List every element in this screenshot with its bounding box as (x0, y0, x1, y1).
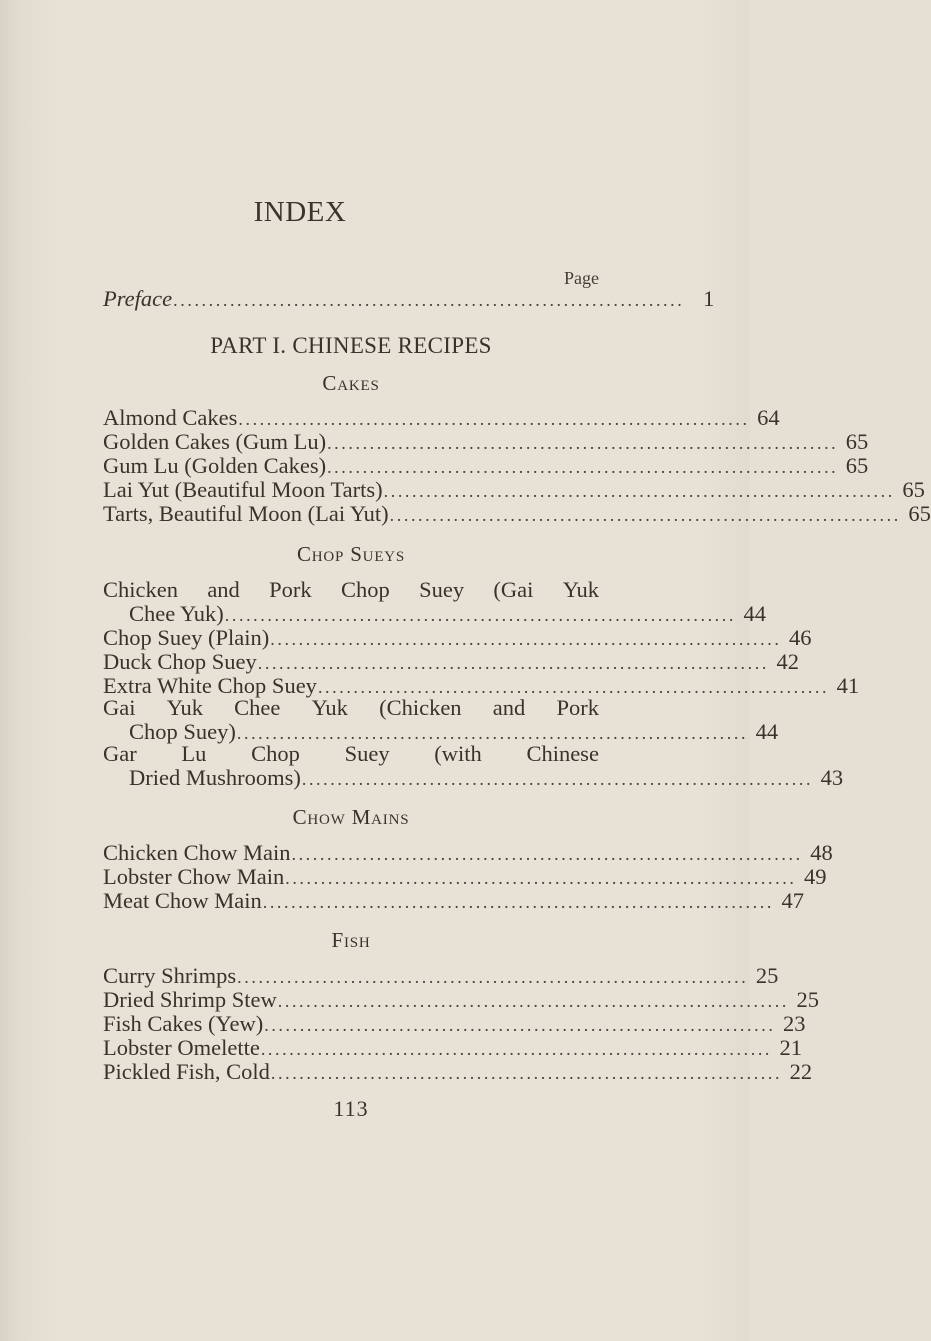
leader-dots: ........................................................................ (327, 433, 839, 453)
word: (Gai (493, 577, 534, 602)
leader-dots: ........................................................................ (237, 967, 749, 987)
index-entry (103, 864, 827, 889)
word: Lu (181, 741, 207, 766)
entry-label: Preface (103, 286, 173, 311)
page-column-heading: Page (564, 268, 599, 288)
index-entry (103, 963, 779, 988)
leader-dots: ........................................................................ (301, 769, 814, 789)
entry-page: 48 (810, 840, 833, 865)
index-entry (129, 601, 766, 626)
entry-label: Meat Chow Main (103, 888, 262, 913)
index-entry (129, 765, 844, 790)
entry-label: Dried Shrimp Stew (103, 987, 277, 1012)
entry-page: 21 (779, 1035, 803, 1060)
part-heading: PART I. CHINESE RECIPES (210, 333, 492, 358)
entry-page: 25 (796, 987, 819, 1012)
index-entry-line (103, 696, 599, 720)
index-entry (103, 477, 925, 502)
index-entry (103, 429, 869, 454)
leader-dots: ........................................................................ (262, 892, 774, 912)
index-entry (103, 501, 931, 526)
section-heading-chow-mains: Chow Mains (292, 805, 410, 829)
entry-page: 65 (902, 477, 925, 502)
section-heading-chop-sueys: Chop Sueys (296, 542, 406, 566)
entry-page: 42 (776, 649, 799, 674)
leader-dots: ........................................................................ (389, 505, 901, 525)
entry-page: 65 (845, 429, 869, 454)
index-entry (103, 840, 833, 865)
entry-label: Chicken Chow Main (103, 840, 291, 865)
index-entry (103, 987, 819, 1012)
word: Suey (344, 741, 390, 766)
word: Chop (340, 577, 390, 602)
leader-dots: ........................................................................ (270, 1063, 783, 1083)
index-entry (103, 1035, 803, 1060)
index-entry (103, 1011, 806, 1036)
leader-dots: ........................................................................ (173, 290, 685, 310)
index-entry (103, 453, 869, 478)
leader-dots: ........................................................................ (285, 868, 797, 888)
word: Gar (103, 741, 137, 766)
index-entry (103, 625, 812, 650)
word: and (492, 695, 526, 720)
entry-label: Tarts, Beautiful Moon (Lai Yut) (103, 501, 389, 526)
section-heading-fish: Fish (331, 928, 371, 952)
entry-label: Lai Yut (Beautiful Moon Tarts) (103, 477, 383, 502)
entry-page: 64 (757, 405, 780, 430)
word: Pork (269, 577, 312, 602)
entry-label: Lobster Chow Main (103, 864, 285, 889)
index-entry (103, 888, 804, 913)
index-entry (103, 1059, 813, 1084)
entry-label: Gum Lu (Golden Cakes) (103, 453, 327, 478)
leader-dots: ........................................................................ (264, 1015, 776, 1035)
entry-page: 23 (782, 1011, 806, 1036)
index-entry-preface (103, 286, 715, 311)
index-entry-line (103, 578, 599, 602)
entry-page: 44 (755, 719, 779, 744)
leader-dots: ........................................................................ (257, 653, 769, 673)
entry-label: Chop Suey) (129, 719, 236, 744)
entry-label: Fish Cakes (Yew) (103, 1011, 264, 1036)
leader-dots: ........................................................................ (270, 629, 782, 649)
word: Chinese (526, 741, 599, 766)
entry-page: 41 (836, 673, 860, 698)
entry-label: Extra White Chop Suey (103, 673, 317, 698)
leader-dots: ........................................................................ (224, 605, 736, 625)
index-entry (103, 649, 799, 674)
entry-page: 49 (803, 864, 827, 889)
word: Yuk (166, 695, 203, 720)
entry-page: 44 (743, 601, 766, 626)
leader-dots: ........................................................................ (327, 457, 839, 477)
entry-label: Golden Cakes (Gum Lu) (103, 429, 327, 454)
word: Chee (234, 695, 281, 720)
entry-page: 25 (755, 963, 779, 988)
entry-page: 1 (703, 286, 715, 311)
word: Chicken (103, 577, 178, 602)
leader-dots: ........................................................................ (317, 677, 830, 697)
entry-label: Lobster Omelette (103, 1035, 260, 1060)
index-entry (103, 405, 780, 430)
entry-label: Curry Shrimps (103, 963, 237, 988)
page-number: 113 (333, 1096, 369, 1121)
leader-dots: ........................................................................ (291, 844, 803, 864)
word: (Chicken (379, 695, 462, 720)
entry-page: 46 (788, 625, 812, 650)
entry-label: Dried Mushrooms) (129, 765, 301, 790)
entry-label: Chop Suey (Plain) (103, 625, 270, 650)
leader-dots: ........................................................................ (260, 1039, 773, 1059)
section-heading-cakes: Cakes (322, 371, 380, 395)
word: and (207, 577, 240, 602)
word: (with (434, 741, 482, 766)
entry-page: 43 (820, 765, 844, 790)
word: Suey (419, 577, 465, 602)
entry-page: 47 (781, 888, 804, 913)
entry-page: 65 (845, 453, 869, 478)
index-title: INDEX (253, 196, 347, 228)
entry-label: Almond Cakes (103, 405, 238, 430)
leader-dots: ........................................................................ (238, 409, 750, 429)
entry-label: Chee Yuk) (129, 601, 224, 626)
leader-dots: ........................................................................ (236, 723, 749, 743)
word: Pork (556, 695, 599, 720)
leader-dots: ........................................................................ (383, 481, 895, 501)
leader-dots: ........................................................................ (277, 991, 789, 1011)
word: Gai (103, 695, 136, 720)
word: Chop (251, 741, 300, 766)
entry-label: Pickled Fish, Cold (103, 1059, 270, 1084)
entry-page: 65 (908, 501, 931, 526)
entry-label: Duck Chop Suey (103, 649, 257, 674)
word: Yuk (562, 577, 599, 602)
index-entry-line (103, 742, 599, 766)
entry-page: 22 (789, 1059, 813, 1084)
word: Yuk (311, 695, 348, 720)
